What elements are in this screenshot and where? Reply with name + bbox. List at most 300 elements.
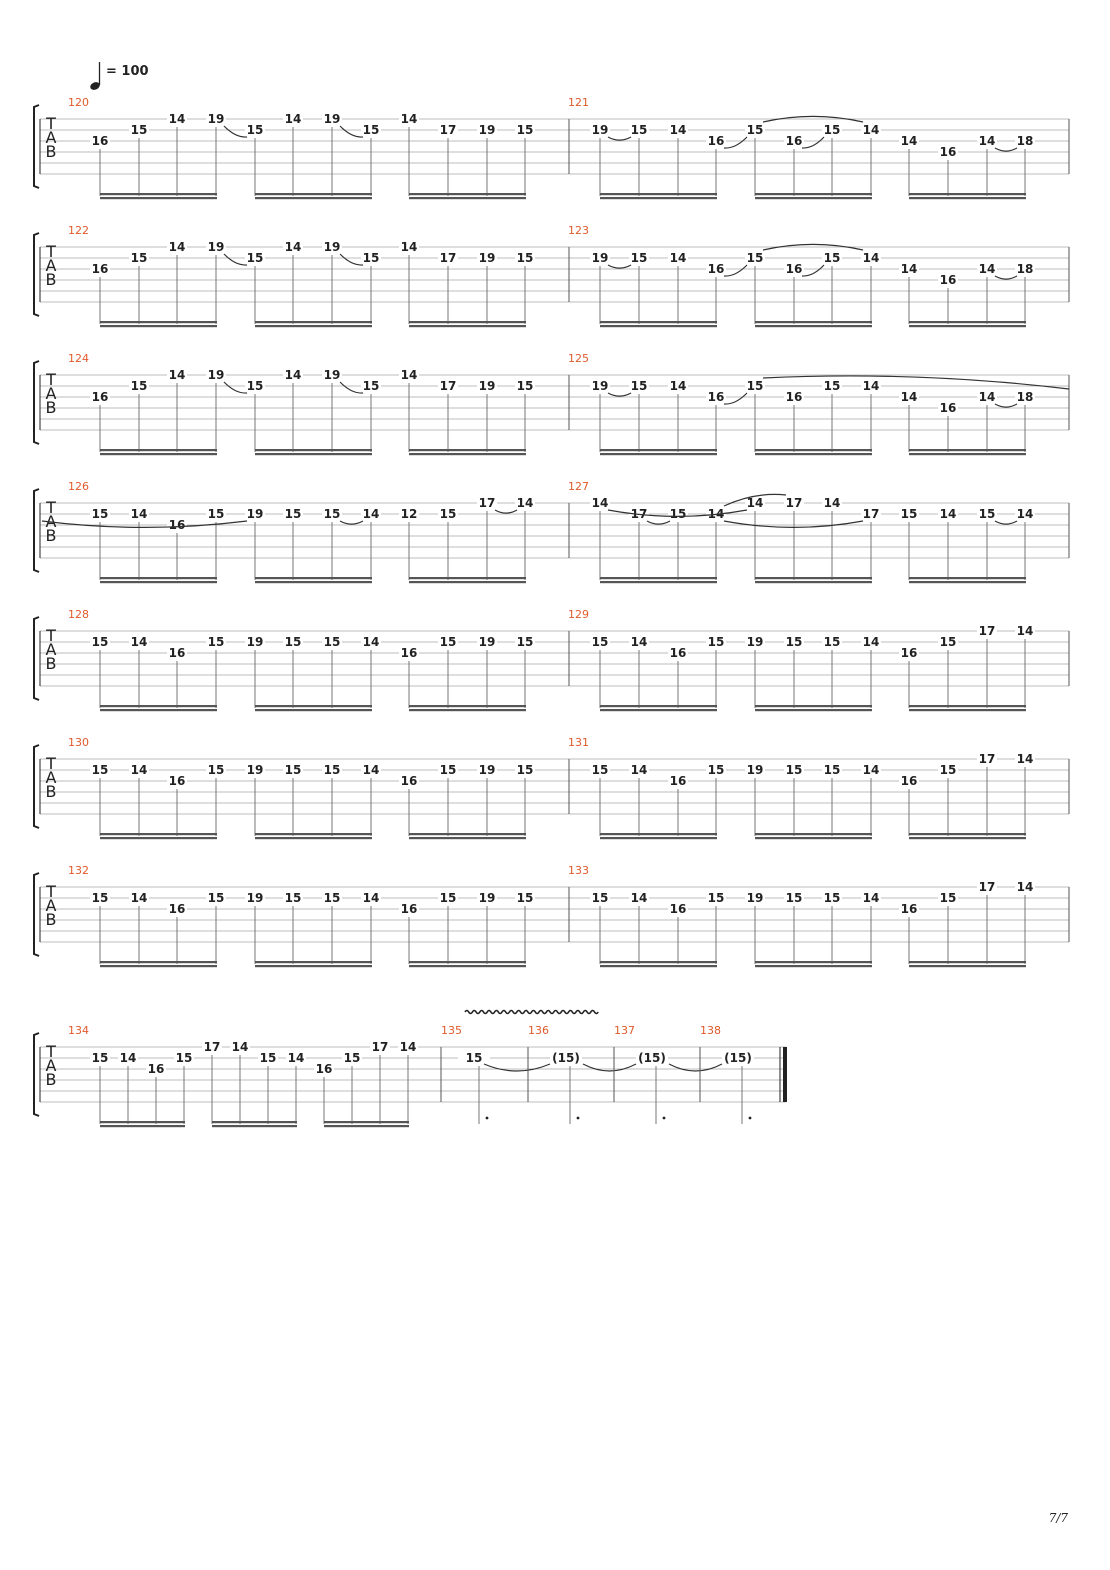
measure-number: 133 — [568, 864, 589, 877]
fret-number: 15 — [630, 251, 648, 265]
fret-number: 15 — [591, 635, 609, 649]
beam — [755, 709, 872, 711]
slur — [802, 265, 824, 276]
system-bracket — [34, 873, 39, 956]
fret-number: 17 — [785, 496, 803, 510]
beam — [409, 961, 526, 963]
fret-number: 15 — [785, 891, 803, 905]
tab-clef-letter: A — [45, 128, 57, 147]
tab-system — [34, 736, 1069, 839]
fret-number: 19 — [591, 251, 609, 265]
beam — [100, 965, 217, 967]
tab-clef-letter: T — [46, 626, 56, 645]
beam — [100, 961, 217, 963]
fret-number: 15 — [91, 507, 109, 521]
beam — [600, 197, 717, 199]
fret-number: 16 — [785, 134, 803, 148]
fret-number: 15 — [207, 635, 225, 649]
fret-number: 15 — [284, 635, 302, 649]
beam — [409, 325, 526, 327]
slur — [340, 521, 363, 524]
fret-number: 15 — [516, 763, 534, 777]
beam — [100, 197, 217, 199]
fret-number: 19 — [478, 891, 496, 905]
fret-number: 16 — [900, 646, 918, 660]
fret-number: 16 — [168, 518, 186, 532]
fret-number: 18 — [1016, 134, 1034, 148]
fret-number: 16 — [939, 145, 957, 159]
beam — [100, 833, 217, 835]
beam — [100, 325, 217, 327]
fret-number: 17 — [439, 123, 457, 137]
measure-number: 121 — [568, 96, 589, 109]
slur — [995, 276, 1017, 279]
tab-system — [34, 480, 1069, 583]
fret-number: 14 — [862, 251, 880, 265]
beam — [324, 1125, 409, 1127]
slur — [224, 126, 247, 137]
fret-number: 15 — [207, 763, 225, 777]
fret-number: 14 — [669, 123, 687, 137]
beam — [909, 837, 1026, 839]
fret-number: 14 — [168, 240, 186, 254]
fret-number: 14 — [978, 390, 996, 404]
fret-number: 19 — [207, 240, 225, 254]
fret-number: 16 — [669, 902, 687, 916]
beam — [755, 965, 872, 967]
fret-number: 14 — [630, 635, 648, 649]
fret-number: 19 — [591, 379, 609, 393]
fret-number: 15 — [91, 635, 109, 649]
fret-number: 15 — [978, 507, 996, 521]
beam — [600, 837, 717, 839]
fret-number: 19 — [246, 635, 264, 649]
fret-number: 19 — [746, 891, 764, 905]
measure-number: 126 — [68, 480, 89, 493]
fret-number: 15 — [207, 507, 225, 521]
tab-clef-letter: A — [45, 768, 57, 787]
dot — [749, 1117, 752, 1120]
slur — [224, 254, 247, 265]
fret-number: (15) — [552, 1051, 580, 1065]
beam — [909, 197, 1026, 199]
fret-number: 14 — [284, 112, 302, 126]
fret-number: 14 — [400, 112, 418, 126]
fret-number: 14 — [823, 496, 841, 510]
beam — [409, 321, 526, 323]
beam — [255, 961, 372, 963]
tab-clef-letter: B — [45, 398, 57, 417]
slur — [495, 510, 517, 513]
fret-number: 14 — [362, 635, 380, 649]
beam — [600, 833, 717, 835]
slur — [647, 521, 670, 524]
beam — [909, 449, 1026, 451]
slur — [724, 265, 747, 276]
slur — [340, 126, 363, 137]
fret-number: 17 — [978, 624, 996, 638]
fret-number: 16 — [707, 262, 725, 276]
fret-number: (15) — [638, 1051, 666, 1065]
slur — [995, 521, 1017, 524]
measure-number: 137 — [614, 1024, 635, 1037]
fret-number: 15 — [246, 123, 264, 137]
fret-number: 14 — [669, 379, 687, 393]
fret-number: 15 — [439, 507, 457, 521]
fret-number: 19 — [478, 123, 496, 137]
tab-clef-letter: B — [45, 910, 57, 929]
beam — [255, 705, 372, 707]
fret-number: 14 — [399, 1040, 417, 1054]
fret-number: 14 — [630, 763, 648, 777]
slur — [608, 137, 631, 140]
fret-number: 14 — [1016, 752, 1034, 766]
system-bracket — [34, 617, 39, 700]
fret-number: 19 — [478, 379, 496, 393]
slur — [224, 382, 247, 393]
page-number: 7/7 — [1048, 1511, 1068, 1525]
fret-number: 15 — [939, 763, 957, 777]
fret-number: 15 — [823, 635, 841, 649]
fret-number: 16 — [707, 390, 725, 404]
tab-clef-letter: A — [45, 640, 57, 659]
dot — [486, 1117, 489, 1120]
fret-number: 16 — [669, 646, 687, 660]
fret-number: 15 — [259, 1051, 277, 1065]
beam — [755, 453, 872, 455]
beam — [755, 833, 872, 835]
fret-number: 14 — [231, 1040, 249, 1054]
tab-clef-letter: A — [45, 896, 57, 915]
fret-number: 15 — [284, 507, 302, 521]
tab-clef-letter: B — [45, 142, 57, 161]
fret-number: 19 — [246, 891, 264, 905]
fret-number: 14 — [400, 240, 418, 254]
quarter-note-icon — [89, 62, 101, 91]
slur — [608, 265, 631, 268]
fret-number: 19 — [323, 112, 341, 126]
tab-clef-letter: B — [45, 654, 57, 673]
beam — [755, 321, 872, 323]
fret-number: 14 — [630, 891, 648, 905]
fret-number: 14 — [284, 240, 302, 254]
beam — [409, 581, 526, 583]
fret-number: 16 — [707, 134, 725, 148]
beam — [755, 961, 872, 963]
fret-number: 16 — [900, 774, 918, 788]
tempo-label: = 100 — [106, 64, 149, 79]
fret-number: 19 — [478, 635, 496, 649]
fret-number: 19 — [746, 763, 764, 777]
measure-number: 129 — [568, 608, 589, 621]
fret-number: 17 — [371, 1040, 389, 1054]
fret-number: 19 — [246, 763, 264, 777]
fret-number: 14 — [862, 123, 880, 137]
fret-number: 16 — [400, 902, 418, 916]
fret-number: 17 — [439, 379, 457, 393]
measure-number: 136 — [528, 1024, 549, 1037]
slur — [724, 393, 747, 404]
dot — [663, 1117, 666, 1120]
fret-number: 14 — [746, 496, 764, 510]
tab-clef-letter: B — [45, 526, 57, 545]
fret-number: 14 — [978, 134, 996, 148]
tab-clef-letter: T — [46, 242, 56, 261]
beam — [212, 1125, 297, 1127]
tab-clef-letter: A — [45, 256, 57, 275]
dot — [577, 1117, 580, 1120]
fret-number: 15 — [130, 251, 148, 265]
beam — [909, 321, 1026, 323]
measure-number: 124 — [68, 352, 89, 365]
slur — [608, 393, 631, 396]
fret-number: 15 — [900, 507, 918, 521]
fret-number: 19 — [207, 368, 225, 382]
fret-number: 16 — [400, 646, 418, 660]
system-bracket — [34, 489, 39, 572]
fret-number: 16 — [168, 774, 186, 788]
beam — [909, 961, 1026, 963]
slur — [802, 137, 824, 148]
fret-number: 15 — [323, 763, 341, 777]
fret-number: 19 — [478, 251, 496, 265]
fret-number: 14 — [1016, 507, 1034, 521]
beam — [600, 577, 717, 579]
beam — [409, 193, 526, 195]
beam — [255, 197, 372, 199]
measure-number: 127 — [568, 480, 589, 493]
fret-number: 15 — [785, 763, 803, 777]
fret-number: 15 — [207, 891, 225, 905]
fret-number: 17 — [439, 251, 457, 265]
beam — [409, 197, 526, 199]
beam — [409, 833, 526, 835]
fret-number: 16 — [785, 262, 803, 276]
fret-number: 19 — [207, 112, 225, 126]
fret-number: 15 — [823, 251, 841, 265]
fret-number: 15 — [516, 891, 534, 905]
tab-clef-letter: A — [45, 1056, 57, 1075]
slur — [724, 137, 747, 148]
fret-number: 15 — [91, 763, 109, 777]
tab-system-final — [34, 1011, 787, 1128]
fret-number: 14 — [900, 262, 918, 276]
fret-number: 16 — [939, 401, 957, 415]
fret-number: 15 — [130, 123, 148, 137]
beam — [600, 453, 717, 455]
fret-number: 14 — [130, 635, 148, 649]
tab-clef-letter: T — [46, 882, 56, 901]
beam — [255, 193, 372, 195]
fret-number: 14 — [1016, 880, 1034, 894]
beam — [100, 837, 217, 839]
measure-number: 131 — [568, 736, 589, 749]
beam — [255, 837, 372, 839]
fret-number: 17 — [630, 507, 648, 521]
tie — [583, 1064, 636, 1071]
measure-number: 130 — [68, 736, 89, 749]
fret-number: 12 — [400, 507, 418, 521]
beam — [909, 705, 1026, 707]
fret-number: 14 — [978, 262, 996, 276]
fret-number: 15 — [246, 379, 264, 393]
measure-number: 135 — [441, 1024, 462, 1037]
beam — [100, 1125, 185, 1127]
final-barline-thick — [783, 1047, 787, 1102]
fret-number: 14 — [900, 134, 918, 148]
fret-number: 15 — [439, 891, 457, 905]
system-bracket — [34, 745, 39, 828]
fret-number: 16 — [400, 774, 418, 788]
beam — [600, 965, 717, 967]
beam — [755, 581, 872, 583]
fret-number: 15 — [343, 1051, 361, 1065]
beam — [409, 705, 526, 707]
fret-number: 15 — [284, 763, 302, 777]
fret-number: 17 — [203, 1040, 221, 1054]
tab-system — [34, 352, 1069, 455]
beam — [409, 965, 526, 967]
fret-number: 14 — [284, 368, 302, 382]
beam — [324, 1121, 409, 1123]
beam — [600, 961, 717, 963]
beam — [255, 325, 372, 327]
fret-number: 16 — [91, 134, 109, 148]
fret-number: 19 — [323, 240, 341, 254]
beam — [100, 453, 217, 455]
fret-number: 16 — [939, 273, 957, 287]
fret-number: 15 — [323, 635, 341, 649]
fret-number: 14 — [362, 891, 380, 905]
beam — [100, 321, 217, 323]
fret-number: 17 — [478, 496, 496, 510]
beam — [409, 837, 526, 839]
tab-clef-letter: T — [46, 1042, 56, 1061]
fret-number: 16 — [91, 262, 109, 276]
tab-system — [34, 864, 1069, 967]
fret-number: 14 — [130, 891, 148, 905]
fret-number: 16 — [315, 1062, 333, 1076]
beam — [255, 577, 372, 579]
fret-number: 19 — [246, 507, 264, 521]
measure-number: 125 — [568, 352, 589, 365]
measure-number: 122 — [68, 224, 89, 237]
fret-number: 16 — [147, 1062, 165, 1076]
tab-clef-letter: T — [46, 754, 56, 773]
beam — [909, 577, 1026, 579]
measure-number: 132 — [68, 864, 89, 877]
fret-number: 19 — [746, 635, 764, 649]
fret-number: 14 — [130, 763, 148, 777]
beam — [755, 705, 872, 707]
beam — [409, 577, 526, 579]
fret-number: 14 — [400, 368, 418, 382]
fret-number: 15 — [707, 763, 725, 777]
measure-number: 123 — [568, 224, 589, 237]
beam — [100, 1121, 185, 1123]
fret-number: 15 — [707, 635, 725, 649]
slur — [340, 254, 363, 265]
fret-number: 15 — [746, 251, 764, 265]
tab-clef-letter: B — [45, 1070, 57, 1089]
fret-number: 16 — [168, 646, 186, 660]
beam — [100, 581, 217, 583]
fret-number: 15 — [323, 507, 341, 521]
fret-number: 15 — [823, 379, 841, 393]
tab-clef-letter: T — [46, 498, 56, 517]
slur — [340, 382, 363, 393]
fret-number: 15 — [516, 379, 534, 393]
beam — [909, 193, 1026, 195]
beam — [909, 581, 1026, 583]
fret-number: 17 — [978, 880, 996, 894]
slur — [995, 148, 1017, 151]
fret-number: 15 — [630, 379, 648, 393]
fret-number: 15 — [823, 763, 841, 777]
fret-number: 15 — [91, 1051, 109, 1065]
fret-number: 14 — [362, 507, 380, 521]
fret-number: 15 — [91, 891, 109, 905]
fret-number: 15 — [246, 251, 264, 265]
tab-clef-letter: B — [45, 270, 57, 289]
beam — [100, 709, 217, 711]
beam — [909, 833, 1026, 835]
fret-number: 18 — [1016, 262, 1034, 276]
tab-system — [34, 224, 1069, 327]
fret-number: 15 — [823, 123, 841, 137]
fret-number: 14 — [516, 496, 534, 510]
fret-number: 14 — [862, 891, 880, 905]
slur — [763, 376, 1069, 389]
fret-number: 14 — [669, 251, 687, 265]
beam — [255, 321, 372, 323]
fret-number: 15 — [465, 1051, 483, 1065]
tab-clef-letter: T — [46, 370, 56, 389]
beam — [600, 449, 717, 451]
beam — [909, 709, 1026, 711]
fret-number: 16 — [168, 902, 186, 916]
fret-number: 14 — [862, 763, 880, 777]
measure-number: 120 — [68, 96, 89, 109]
beam — [255, 453, 372, 455]
beam — [755, 577, 872, 579]
measure-number: 128 — [68, 608, 89, 621]
fret-number: 17 — [862, 507, 880, 521]
fret-number: 14 — [168, 112, 186, 126]
beam — [600, 705, 717, 707]
fret-number: 15 — [323, 891, 341, 905]
beam — [755, 837, 872, 839]
tie — [669, 1064, 722, 1071]
fret-number: 15 — [439, 635, 457, 649]
tempo-marking — [89, 62, 149, 91]
tab-clef-letter: B — [45, 782, 57, 801]
fret-number: (15) — [724, 1051, 752, 1065]
vibrato-icon — [465, 1011, 598, 1014]
fret-number: 15 — [939, 891, 957, 905]
fret-number: 15 — [746, 123, 764, 137]
slur — [995, 404, 1017, 407]
beam — [909, 965, 1026, 967]
fret-number: 15 — [823, 891, 841, 905]
beam — [600, 321, 717, 323]
fret-number: 18 — [1016, 390, 1034, 404]
beam — [409, 453, 526, 455]
beam — [255, 833, 372, 835]
fret-number: 14 — [130, 507, 148, 521]
tie — [484, 1064, 550, 1071]
beam — [755, 325, 872, 327]
